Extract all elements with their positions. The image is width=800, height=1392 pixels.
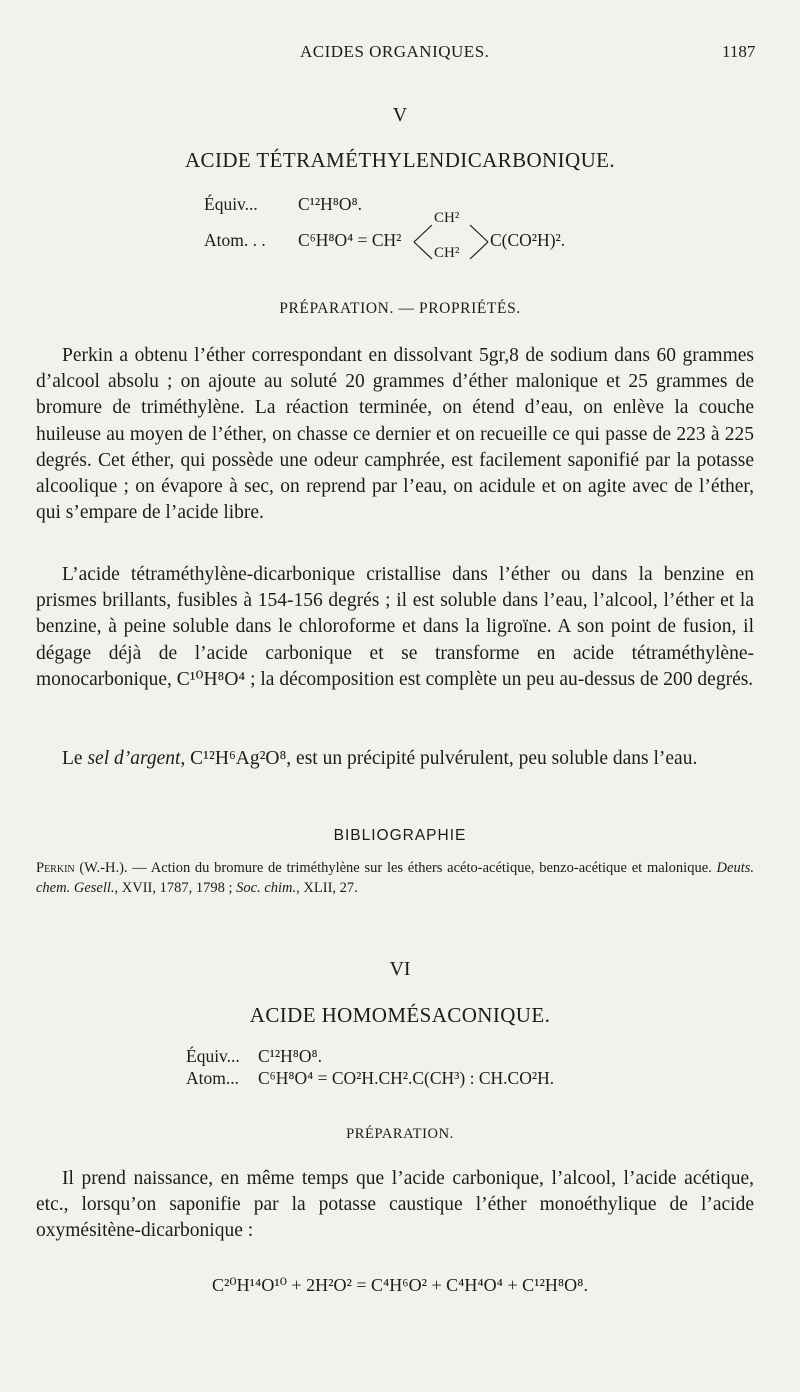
section-v-atom-label: Atom. . . (204, 230, 266, 250)
section-vi-atom-label: Atom... (186, 1068, 239, 1088)
ring-bond-upper-right (470, 225, 488, 242)
section-vi-title: ACIDE HOMOMÉSACONIQUE. (249, 1003, 551, 1027)
section-v-numeral: V (392, 104, 408, 126)
running-head-title: ACIDES ORGANIQUES. (300, 42, 490, 61)
section-v-equiv-formula: C¹²H⁸O⁸. (298, 194, 363, 214)
bibliography-journal-1: Deuts. chem. Gesell. (36, 860, 754, 896)
section-v-paragraph-2: L’acide tétraméthylène-dicarbonique cristallise dans l’éther ou dans la benzine en prismes brillants, fusibles à 154-156 degrés ; il est soluble dans l’eau, l’alcool, l’éther et la benzine, à peine soluble dans le chloroforme et dans la ligroïne. A son point de fusion, il dégage déjà de l’acide carbonique et se transforme en acide tétraméthylène-monocarbonique, C¹⁰H⁸O⁴ ; la décomposition est complète un peu au-dessus de 200 degrés. (36, 564, 754, 690)
section-v-paragraph-3 (36, 746, 754, 772)
section-vi-equation: C²⁰H¹⁴O¹⁰ + 2H²O² = C⁴H⁶O² + C⁴H⁴O⁴ + C¹²H⁸O⁸. (212, 1275, 588, 1295)
section-v-equiv-label: Équiv... (204, 194, 258, 214)
bibliography-text-1: — Action du bromure de triméthylène sur les éthers acéto-acétique, benzo-acétique et malonique. (127, 860, 717, 876)
ring-bond-lower-left (414, 242, 432, 259)
section-vi-atom-formula: C⁶H⁸O⁴ = CO²H.CH².C(CH³) : CH.CO²H. (258, 1068, 555, 1088)
section-vi-numeral: VI (389, 958, 411, 980)
ring-bond-upper-left (414, 225, 432, 242)
bibliography-author: Perkin (W.-H.). (36, 860, 128, 876)
section-v-title: ACIDE TÉTRAMÉTHYLENDICARBONIQUE. (184, 148, 616, 172)
sel-d-argent-term: sel d’argent (87, 748, 181, 769)
bibliography-journal-2: Soc. chim. (236, 880, 297, 896)
section-v-subheading: PRÉPARATION. — PROPRIÉTÉS. (279, 300, 521, 317)
paragraph-3-rest: , C¹²H⁶Ag²O⁸, est un précipité pulvérulent, peu soluble dans l’eau. (180, 748, 698, 769)
ring-bottom-group: CH² (434, 245, 460, 261)
section-vi-paragraph-1: Il prend naissance, en même temps que l’acide carbonique, l’alcool, l’acide acétique, etc., lorsqu’on saponifie par la potasse caustique l’éther monoéthylique de l’acide oxymésitène-dicarbonique : (36, 1168, 754, 1242)
running-head (0, 42, 800, 66)
page-number: 1187 (722, 42, 756, 61)
section-vi-equiv-label: Équiv... (186, 1046, 240, 1066)
section-v-paragraph-1: Perkin a obtenu l’éther correspondant en dissolvant 5gr,8 de sodium dans 60 grammes d’alcool absolu ; on ajoute au soluté 20 grammes d’éther malonique et 25 grammes de bromure de triméthylène. La réaction terminée, on étend d’eau, on enlève la couche huileuse au moyen de l’éther, on chasse ce dernier et on recueille ce qui passe de 223 à 225 degrés. Cet éther, qui possède une odeur camphrée, est facilement saponifié par la potasse alcoolique ; on évapore à sec, on reprend par l’eau, on acidule et on agite avec de l’éther, qui s’empare de l’acide libre. (36, 345, 754, 524)
section-v-atom-formula-left: C⁶H⁸O⁴ = CH² (298, 230, 402, 250)
section-vi-subheading: PRÉPARATION. (346, 1126, 454, 1142)
ring-top-group: CH² (434, 210, 460, 226)
paragraph-3-prefix: Le (62, 748, 88, 769)
section-v-atom-formula-right: C(CO²H)². (490, 230, 566, 250)
ring-bond-lower-right (470, 242, 488, 259)
bibliography-text-2: , XVII, 1787, 1798 ; (114, 880, 237, 896)
section-vi-equiv-formula: C¹²H⁸O⁸. (258, 1046, 323, 1066)
bibliography-entry (36, 858, 754, 898)
bibliography-heading: BIBLIOGRAPHIE (333, 827, 467, 844)
bibliography-text-3: , XLII, 27. (296, 880, 358, 896)
